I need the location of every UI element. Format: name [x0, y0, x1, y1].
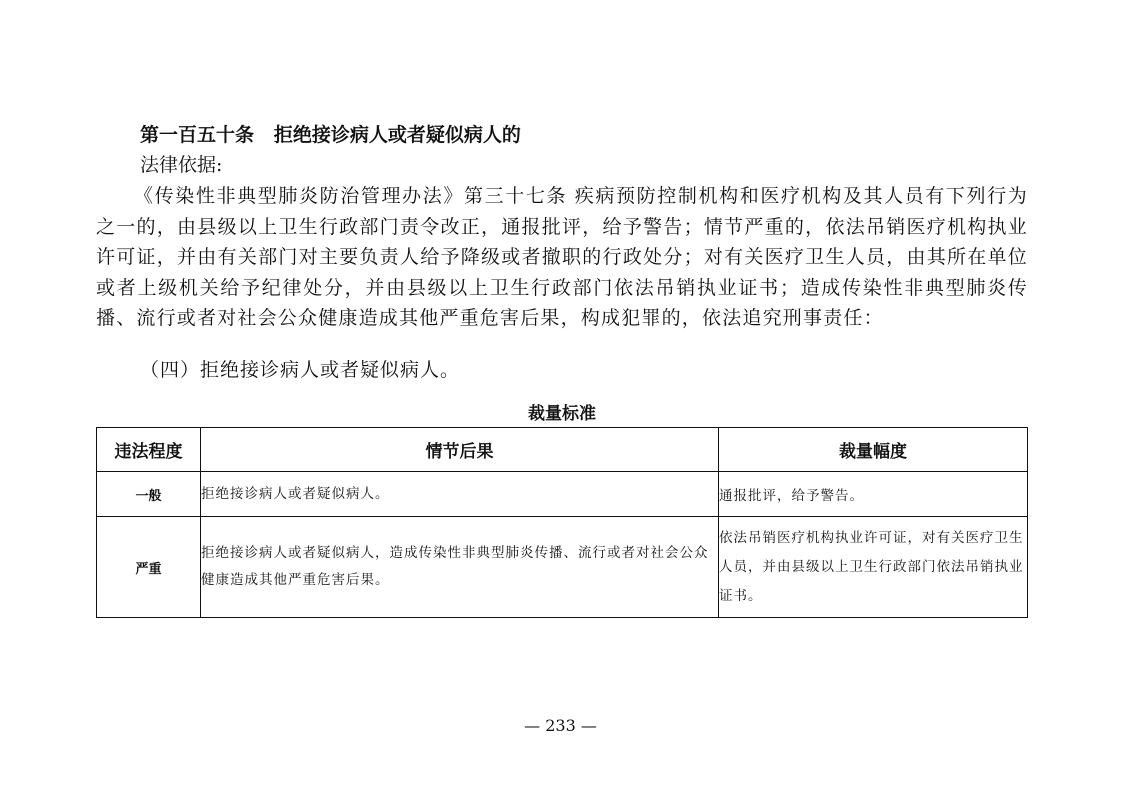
- table-row: [97, 472, 1028, 517]
- header-violation-degree: 违法程度: [97, 428, 201, 472]
- violation-item: （四）拒绝接诊病人或者疑似病人。: [140, 359, 461, 381]
- table-header-row: [97, 428, 1028, 472]
- circumstance-cell: 拒绝接诊病人或者疑似病人，造成传染性非典型肺炎传播、流行或者对社会公众健康造成其他严重危害后果。: [201, 517, 719, 618]
- violation-level-cell: 严重: [97, 517, 201, 618]
- discretion-standard-table: [96, 427, 1028, 618]
- legal-basis-text: 《传染性非典型肺炎防治管理办法》第三十七条 疾病预防控制机构和医疗机构及其人员有下列行为之一的，由县级以上卫生行政部门责令改正，通报批评，给予警告；情节严重的，依法吊销医疗机构执业许可证，并由有关部门对主要负责人给予降级或者撤职的行政处分；对有关医疗卫生人员，由其所在单位或者上级机关给予纪律处分，并由县级以上卫生行政部门依法吊销执业证书；造成传染性非典型肺炎传播、流行或者对社会公众健康造成其他严重危害后果，构成犯罪的，依法追究刑事责任：: [96, 185, 1028, 329]
- discretion-range-cell: 依法吊销医疗机构执业许可证，对有关医疗卫生人员，并由县级以上卫生行政部门依法吊销执业证书。: [719, 517, 1028, 618]
- article-title: 第一百五十条 拒绝接诊病人或者疑似病人的: [140, 124, 521, 146]
- table-row: [97, 517, 1028, 618]
- header-circumstances: 情节后果: [201, 428, 719, 472]
- discretion-range-cell: 通报批评，给予警告。: [719, 472, 1028, 517]
- violation-level-cell: 一般: [97, 472, 201, 517]
- table-caption: 裁量标准: [528, 404, 596, 424]
- circumstance-cell: 拒绝接诊病人或者疑似病人。: [201, 472, 719, 517]
- header-discretion-range: 裁量幅度: [719, 428, 1028, 472]
- legal-basis-label: 法律依据:: [140, 154, 223, 176]
- page-number: — 233 —: [524, 716, 597, 735]
